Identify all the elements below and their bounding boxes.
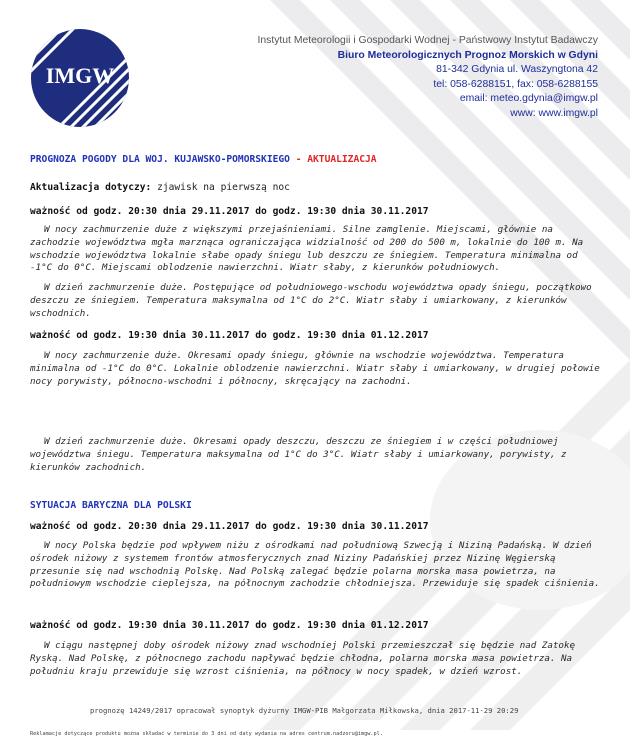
forecast-night-1-text: W nocy zachmurzenie duże z większymi przejaśnieniami. Silne zamglenie. Miejscami, głównie na zachodzie województwa mgła marznąca ograniczająca widzialność od 200 do 500 m, lokalnie do 100 m. Na wschodzie województwa lokalnie słabe opady śniegu lub deszczu ze śniegiem. Temperatura minimalna od -1°C do 0°C. Miejscami oblodzenie nawierzchni. Wiatr słaby, z kierunków południowych. [30, 224, 584, 274]
address: 81-342 Gdynia ul. Waszyngtona 42 [436, 64, 598, 75]
baric-text-2-body: W ciągu następnej doby ośrodek niżowy znad wschodniej Polski przemieszczał się będzie nad Zatokę Ryską. Nad Polskę, z północnego zachodu napływać będzie chłodna, polarna morska masa powietrza. Na południu kraju przewiduje się wzrost ciśnienia, na północy w nocy spadek, w dzień wzrost. [30, 640, 576, 677]
forecast-night-2 [30, 350, 605, 388]
forecast-night-1 [30, 224, 605, 275]
email[interactable]: email: meteo.gdynia@imgw.pl [459, 93, 598, 104]
institute-name: Instytut Meteorologii i Gospodarki Wodnej - Państwowy Instytut Badawczy [257, 35, 598, 46]
forecast-day-2-text: W dzień zachmurzenie duże. Okresami opady deszczu, deszczu ze śniegiem i w części południowej województwa śniegu. Temperatura maksymalna od 1°C do 3°C. Wiatr słaby i umiarkowany, porywisty, z kierunków zachodnich. [30, 436, 567, 473]
forecast-day-1 [30, 282, 605, 320]
update-tag: - AKTUALIZACJA [289, 154, 377, 165]
forecast-title [30, 154, 377, 165]
update-label: Aktualizacja dotyczy: [30, 182, 152, 193]
baric-text-1 [30, 540, 605, 591]
complaints-note: Reklamacje dotyczące produktu można składać w terminie do 3 dni od daty wydania na adres centrum.nadzoru@imgw.pl. [30, 731, 383, 737]
baric-title: SYTUACJA BARYCZNA DLA POLSKI [30, 500, 192, 511]
baric-text-1-body: W nocy Polska będzie pod wpływem niżu z ośrodkami nad południową Szwecją i Niziną Padańską. W dzień ośrodek niżowy z systemem frontów atmosferycznych znad Niziny Padańskiej przez Nizinę Węgierską przesunie się nad wschodnią Polskę. Nad Polską zalegać będzie polarna morska masa powietrza, na południowym wschodzie cieplejsza, na północnym zachodzie chłodniejsza. Przewiduje się spadek ciśnienia. [30, 540, 600, 590]
phone-fax: tel: 058-6288151, fax: 058-6288155 [433, 78, 598, 90]
imgw-logo [30, 28, 130, 128]
bureau-name: Biuro Meteorologicznych Prognoz Morskich w Gdyni [337, 49, 598, 61]
website[interactable]: www: www.imgw.pl [510, 107, 598, 119]
update-info [30, 182, 290, 193]
forecast-title-text: PROGNOZA POGODY DLA WOJ. KUJAWSKO-POMORSKIEGO [30, 154, 290, 165]
forecast-day-2 [30, 436, 605, 474]
update-value: zjawisk na pierwszą noc [151, 182, 290, 193]
validity-period-1: ważność od godz. 20:30 dnia 29.11.2017 do godz. 19:30 dnia 30.11.2017 [30, 206, 429, 217]
forecaster-signature: prognozę 14249/2017 opracował synoptyk dyżurny IMGW-PIB Małgorzata Miłkowska, dnia 2017-11-29 20:29 [90, 706, 519, 715]
forecast-day-1-text: W dzień zachmurzenie duże. Postępujące od południowego-wschodu województwa opady śniegu, początkowo deszczu ze śniegiem. Temperatura maksymalna od 1°C do 2°C. Wiatr słaby i umiarkowany, z kierunków wschodnich. [30, 282, 592, 319]
svg-text:IMGW: IMGW [45, 63, 115, 88]
forecast-night-2-text: W nocy zachmurzenie duże. Okresami opady śniegu, głównie na wschodzie województwa. Temperatura minimalna od -1°C do 0°C. Lokalnie oblodzenie nawierzchni. Wiatr słaby i umiarkowany, w drugiej połowie nocy porywisty, północno-wschodni i północny, skręcający na zachodni. [30, 350, 600, 387]
contact-block [257, 34, 598, 121]
baric-validity-1: ważność od godz. 20:30 dnia 29.11.2017 do godz. 19:30 dnia 30.11.2017 [30, 521, 429, 532]
baric-validity-2: ważność od godz. 19:30 dnia 30.11.2017 do godz. 19:30 dnia 01.12.2017 [30, 620, 429, 631]
validity-period-2: ważność od godz. 19:30 dnia 30.11.2017 do godz. 19:30 dnia 01.12.2017 [30, 330, 429, 341]
baric-text-2 [30, 640, 605, 678]
